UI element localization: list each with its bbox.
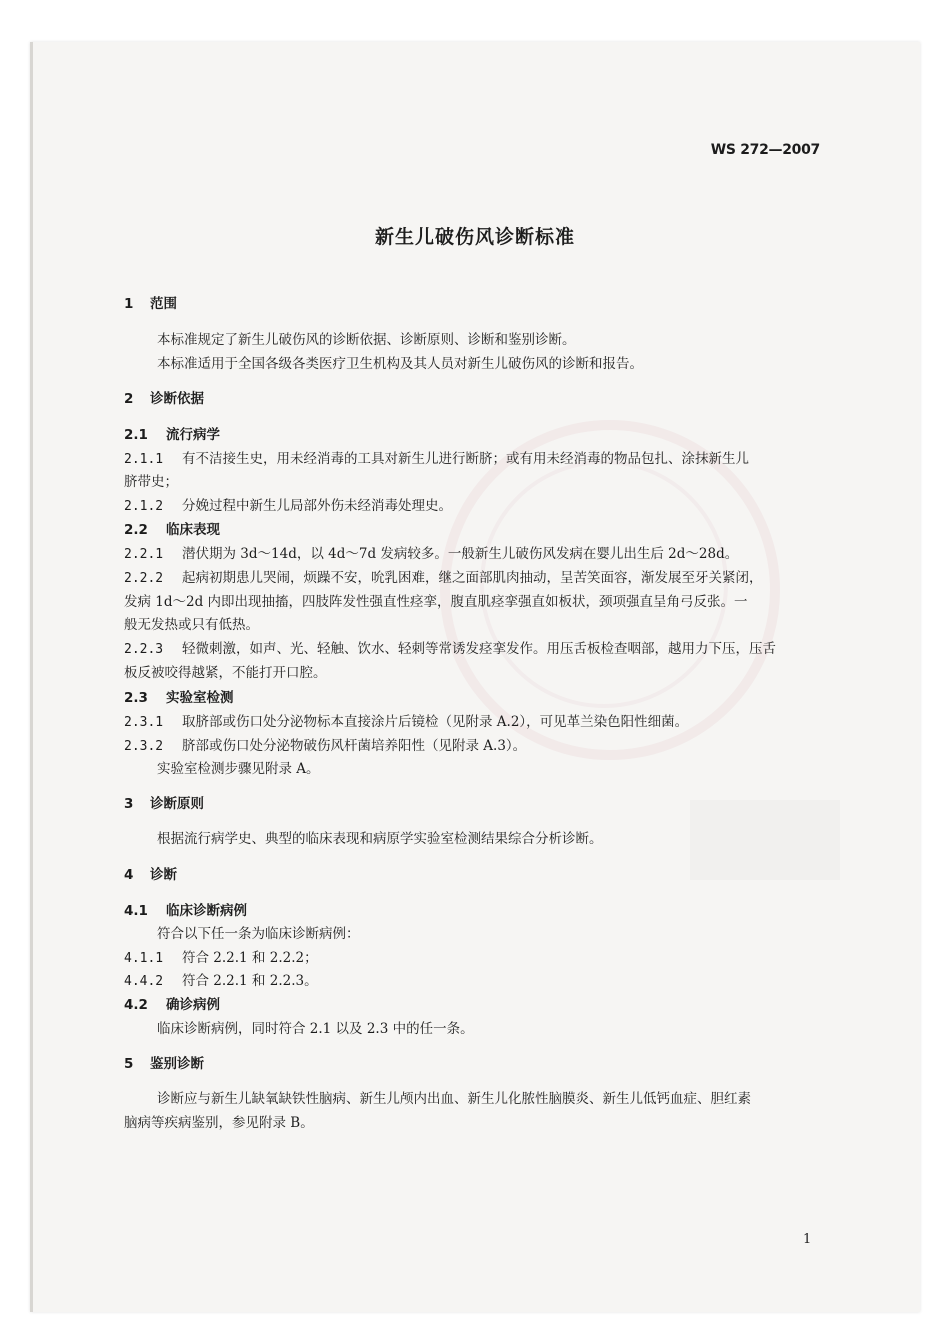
clause-2-2-2-line-1 <box>124 569 763 588</box>
section-4-1-intro: 符合以下任一条为临床诊断病例： <box>157 926 360 942</box>
clause-2-1-2-num: 2.1.2 <box>124 499 164 514</box>
section-5-heading <box>124 1055 204 1073</box>
clause-2-2-2-line-3: 般无发热或只有低热。 <box>124 617 259 633</box>
clause-4-4-2 <box>124 972 318 991</box>
section-2-2-heading <box>124 521 220 539</box>
section-1-para-1: 本标准规定了新生儿破伤风的诊断依据、诊断原则、诊断和鉴别诊断。 <box>157 332 576 348</box>
section-2-2-num: 2.2 <box>124 522 148 538</box>
section-4-heading <box>124 866 177 884</box>
section-3-heading <box>124 795 204 813</box>
section-2-title: 诊断依据 <box>150 391 204 407</box>
section-5-line-1: 诊断应与新生儿缺氧缺铁性脑病、新生儿颅内出血、新生儿化脓性脑膜炎、新生儿低钙血症、胆红素 <box>157 1091 751 1107</box>
clause-2-3-2-text: 脐部或伤口处分泌物破伤风杆菌培养阳性（见附录 A.3）。 <box>182 738 527 754</box>
clause-2-1-1-num: 2.1.1 <box>124 452 164 467</box>
page-number: 1 <box>803 1232 812 1247</box>
section-4-1-heading <box>124 902 247 920</box>
section-2-1-num: 2.1 <box>124 427 148 443</box>
section-2-num: 2 <box>124 391 134 407</box>
clause-4-4-2-text: 符合 2.2.1 和 2.2.3。 <box>182 973 318 989</box>
clause-4-4-2-num: 4.4.2 <box>124 974 164 989</box>
clause-4-1-1 <box>124 949 318 968</box>
clause-2-2-3-text-1: 轻微刺激，如声、光、轻触、饮水、轻刺等常诱发痉挛发作。用压舌板检查咽部，越用力下压，压舌 <box>182 641 776 657</box>
section-3-title: 诊断原则 <box>150 796 204 812</box>
section-5-line-2: 脑病等疾病鉴别，参见附录 B。 <box>124 1115 314 1131</box>
section-2-3-heading <box>124 689 234 707</box>
section-2-note: 实验室检测步骤见附录 A。 <box>157 761 320 777</box>
clause-2-1-1-line-1 <box>124 450 749 469</box>
clause-4-1-1-text: 符合 2.2.1 和 2.2.2； <box>182 950 318 966</box>
clause-2-1-2-text: 分娩过程中新生儿局部外伤未经消毒处理史。 <box>182 498 452 514</box>
section-2-3-num: 2.3 <box>124 690 148 706</box>
document-title: 新生儿破伤风诊断标准 <box>374 226 575 248</box>
section-2-heading <box>124 390 204 408</box>
table-bleed-through <box>690 800 840 880</box>
section-3-num: 3 <box>124 796 134 812</box>
section-4-num: 4 <box>124 867 134 883</box>
section-4-2-title: 确诊病例 <box>166 997 220 1013</box>
clause-2-2-2-line-2: 发病 1d～2d 内即出现抽搐，四肢阵发性强直性痉挛，腹直肌痉挛强直如板状，颈项强直呈角弓反张。一 <box>124 594 748 610</box>
section-1-para-2: 本标准适用于全国各级各类医疗卫生机构及其人员对新生儿破伤风的诊断和报告。 <box>157 356 643 372</box>
clause-2-2-1-num: 2.2.1 <box>124 547 164 562</box>
clause-2-2-1 <box>124 545 738 564</box>
clause-2-2-3-line-2: 板反被咬得越紧，不能打开口腔。 <box>124 665 327 681</box>
section-3-para: 根据流行病学史、典型的临床表现和病原学实验室检测结果综合分析诊断。 <box>157 831 603 847</box>
section-4-2-heading <box>124 996 220 1014</box>
clause-2-3-2-num: 2.3.2 <box>124 739 164 754</box>
clause-2-1-1-line-2: 脐带史； <box>124 474 178 490</box>
clause-2-2-2-text-1: 起病初期患儿哭闹，烦躁不安，吮乳困难，继之面部肌肉抽动，呈苦笑面容，渐发展至牙关紧闭， <box>182 570 763 586</box>
clause-2-3-1-text: 取脐部或伤口处分泌物标本直接涂片后镜检（见附录 A.2），可见革兰染色阳性细菌。 <box>182 714 689 730</box>
section-5-title: 鉴别诊断 <box>150 1056 204 1072</box>
clause-2-3-1-num: 2.3.1 <box>124 715 164 730</box>
section-2-1-heading <box>124 426 220 444</box>
section-1-title: 范围 <box>150 296 177 312</box>
clause-4-1-1-num: 4.1.1 <box>124 951 164 966</box>
clause-2-3-2 <box>124 737 526 756</box>
section-2-1-title: 流行病学 <box>166 427 220 443</box>
section-4-1-title: 临床诊断病例 <box>166 903 247 919</box>
section-2-2-title: 临床表现 <box>166 522 220 538</box>
standard-code: WS 272—2007 <box>710 142 820 158</box>
clause-2-2-3-num: 2.2.3 <box>124 642 164 657</box>
clause-2-1-2 <box>124 497 452 516</box>
section-4-2-text: 临床诊断病例，同时符合 2.1 以及 2.3 中的任一条。 <box>157 1021 474 1037</box>
section-5-num: 5 <box>124 1056 134 1072</box>
clause-2-2-1-text: 潜伏期为 3d～14d，以 4d～7d 发病较多。一般新生儿破伤风发病在婴儿出生后 2d～28d。 <box>182 546 739 562</box>
clause-2-1-1-text-1: 有不洁接生史，用未经消毒的工具对新生儿进行断脐；或有用未经消毒的物品包扎、涂抹新生儿 <box>182 451 749 467</box>
clause-2-2-2-num: 2.2.2 <box>124 571 164 586</box>
clause-2-3-1 <box>124 713 688 732</box>
section-1-heading <box>124 295 177 313</box>
section-2-3-title: 实验室检测 <box>166 690 234 706</box>
section-4-1-num: 4.1 <box>124 903 148 919</box>
section-4-2-num: 4.2 <box>124 997 148 1013</box>
section-1-num: 1 <box>124 296 134 312</box>
section-4-title: 诊断 <box>150 867 177 883</box>
clause-2-2-3-line-1 <box>124 640 776 659</box>
